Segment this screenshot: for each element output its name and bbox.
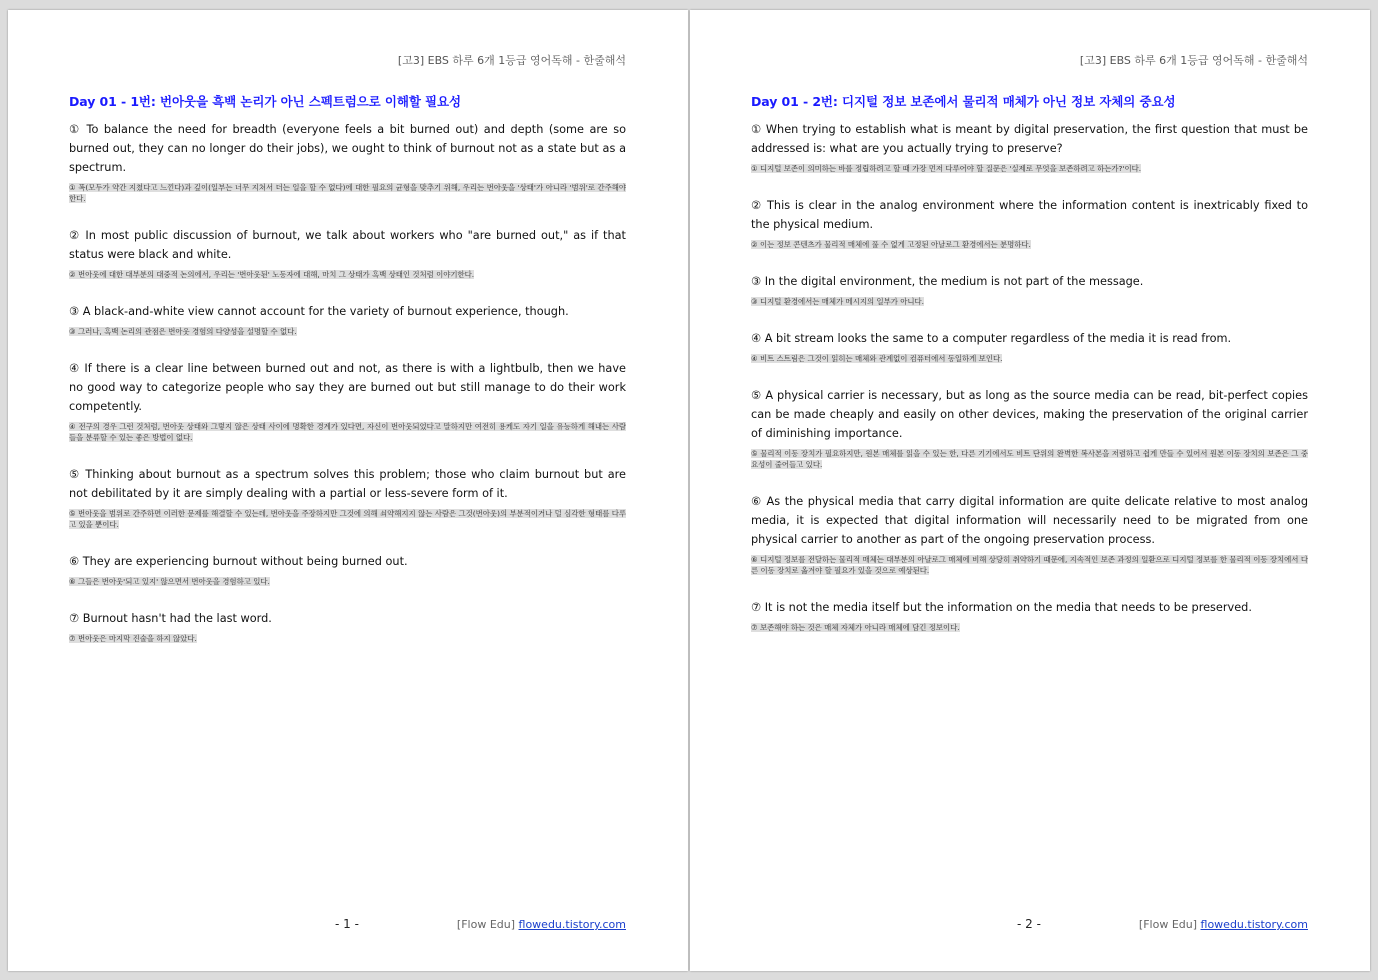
sentence-item [69,552,626,587]
korean-translation: ③ 디지털 환경에서는 매체가 메시지의 일부가 아니다. [751,297,924,306]
korean-translation: ② 번아웃에 대한 대부분의 대중적 논의에서, 우리는 '번아웃된' 노동자에 대해, 마치 그 상태가 흑백 상태인 것처럼 이야기한다. [69,270,475,279]
page-content [69,92,626,666]
sentence-item [751,386,1308,470]
page-header: [고3] EBS 하루 6개 1등급 영어독해 - 한줄해석 [397,54,626,67]
english-sentence: ⑤ A physical carrier is necessary, but as long as the source media can be read, bit-perfect copies can be made cheaply and easily on other devices, making the preservation of the original carrier of diminishing importance. [751,389,1308,440]
english-sentence: ⑥ They are experiencing burnout without being burned out. [69,555,408,568]
section-title: Day 01 - 1번: 번아웃을 흑백 논리가 아닌 스펙트럼으로 이해할 필요성 [69,94,461,109]
english-sentence: ⑥ As the physical media that carry digital information are quite delicate relative to most analog media, it is expected that digital information will necessarily need to be migrated from one physical carrier to another as part of the ongoing preservation process. [751,495,1308,546]
english-sentence: ④ If there is a clear line between burned out and not, as there is with a lightbulb, then we have no good way to categorize people who say they are burned out but still manage to do their work competently. [69,362,626,413]
section-title: Day 01 - 2번: 디지털 정보 보존에서 물리적 매체가 아닌 정보 자체의 중요성 [751,94,1176,109]
english-sentence: ① When trying to establish what is meant by digital preservation, the first question that must be addressed is: what are you actually trying to preserve? [751,123,1308,155]
sentence-item [69,465,626,530]
korean-translation: ⑤ 물리적 이동 장치가 필요하지만, 원본 매체를 읽을 수 있는 한, 다른 기기에서도 비트 단위의 완벽한 복사본을 저렴하고 쉽게 만들 수 있어서 원본 이동 장치의 보존은 그 중요성이 줄어들고 있다. [751,449,1308,469]
footer-brand: [Flow Edu] [456,918,516,931]
korean-translation: ③ 그러나, 흑백 논리의 관점은 번아웃 경험의 다양성을 설명할 수 없다. [69,327,297,336]
page-header: [고3] EBS 하루 6개 1등급 영어독해 - 한줄해석 [1079,54,1308,67]
korean-translation: ④ 전구의 경우 그런 것처럼, 번아웃 상태와 그렇지 않은 상태 사이에 명확한 경계가 있다면, 자신이 번아웃되었다고 말하지만 여전히 용케도 자기 일을 유능하게 해내는 사람들을 분류할 수 있는 좋은 방법이 없다. [69,422,626,442]
document-page-2 [690,10,1370,971]
korean-translation: ① 디지털 보존이 의미하는 바를 정립하려고 할 때 가장 먼저 다루어야 할 질문은 '실제로 무엇을 보존하려고 하는가?'이다. [751,164,1142,173]
korean-translation: ② 이는 정보 콘텐츠가 물리적 매체에 풀 수 없게 고정된 아날로그 환경에서는 분명하다. [751,240,1031,249]
english-sentence: ① To balance the need for breadth (everyone feels a bit burned out) and depth (some are so burned out, they can no longer do their jobs), we ought to think of burnout not as a state but as a spectrum. [69,123,626,174]
english-sentence: ② This is clear in the analog environment where the information content is inextricably fixed to the physical medium. [751,199,1308,231]
korean-translation: ⑥ 그들은 번아웃'되고 있지' 않으면서 번아웃을 경험하고 있다. [69,577,270,586]
english-sentence: ⑦ Burnout hasn't had the last word. [69,612,272,625]
english-sentence: ④ A bit stream looks the same to a computer regardless of the media it is read from. [751,332,1232,345]
page-footer [1139,918,1308,931]
page-content [751,92,1308,655]
sentence-item [69,359,626,443]
english-sentence: ③ A black-and-white view cannot account for the variety of burnout experience, though. [69,305,569,318]
sentence-item [751,492,1308,576]
page-number: - 1 - [335,917,359,931]
sentence-item [69,302,626,337]
english-sentence: ② In most public discussion of burnout, we talk about workers who "are burned out," as if that status were black and white. [69,229,626,261]
english-sentence: ③ In the digital environment, the medium is not part of the message. [751,275,1144,288]
korean-translation: ⑥ 디지털 정보를 전달하는 물리적 매체는 대부분의 아날로그 매체에 비해 상당히 취약하기 때문에, 지속적인 보존 과정의 일환으로 디지털 정보를 한 물리적 이동 장치에서 다른 이동 장치로 옮겨야 할 필요가 있을 것으로 예상된다. [751,555,1308,575]
sentence-item [69,609,626,644]
footer-link[interactable]: flowedu.tistory.com [518,918,626,931]
document-page-1 [8,10,688,971]
footer-link[interactable]: flowedu.tistory.com [1200,918,1308,931]
korean-translation: ⑦ 보존해야 하는 것은 매체 자체가 아니라 매체에 담긴 정보이다. [751,623,960,632]
korean-translation: ⑤ 번아웃을 범위로 간주하면 이러한 문제를 해결할 수 있는데, 번아웃을 주장하지만 그것에 의해 쇠약해지지 않는 사람은 그것(번아웃)의 부분적이거나 덜 심각한 형태를 다루고 있을 뿐이다. [69,509,626,529]
korean-translation: ⑦ 번아웃은 마지막 진술을 하지 않았다. [69,634,197,643]
page-number: - 2 - [1017,917,1041,931]
korean-translation: ① 폭(모두가 약간 지쳤다고 느낀다)과 깊이(일부는 너무 지쳐서 더는 일을 할 수 없다)에 대한 필요의 균형을 맞추기 위해, 우리는 번아웃을 '상태'가 아니라 '범위'로 간주해야 한다. [69,183,626,203]
sentence-item [69,120,626,204]
korean-translation: ④ 비트 스트림은 그것이 읽히는 매체와 관계없이 컴퓨터에서 동일하게 보인다. [751,354,1003,363]
sentence-item [751,272,1308,307]
sentence-item [751,329,1308,364]
english-sentence: ⑤ Thinking about burnout as a spectrum solves this problem; those who claim burnout but are not debilitated by it are simply dealing with a partial or less-severe form of it. [69,468,626,500]
footer-brand: [Flow Edu] [1138,918,1198,931]
sentence-item [751,120,1308,174]
sentence-item [751,196,1308,250]
page-footer [457,918,626,931]
sentence-item [751,598,1308,633]
english-sentence: ⑦ It is not the media itself but the information on the media that needs to be preserved. [751,601,1252,614]
sentence-item [69,226,626,280]
